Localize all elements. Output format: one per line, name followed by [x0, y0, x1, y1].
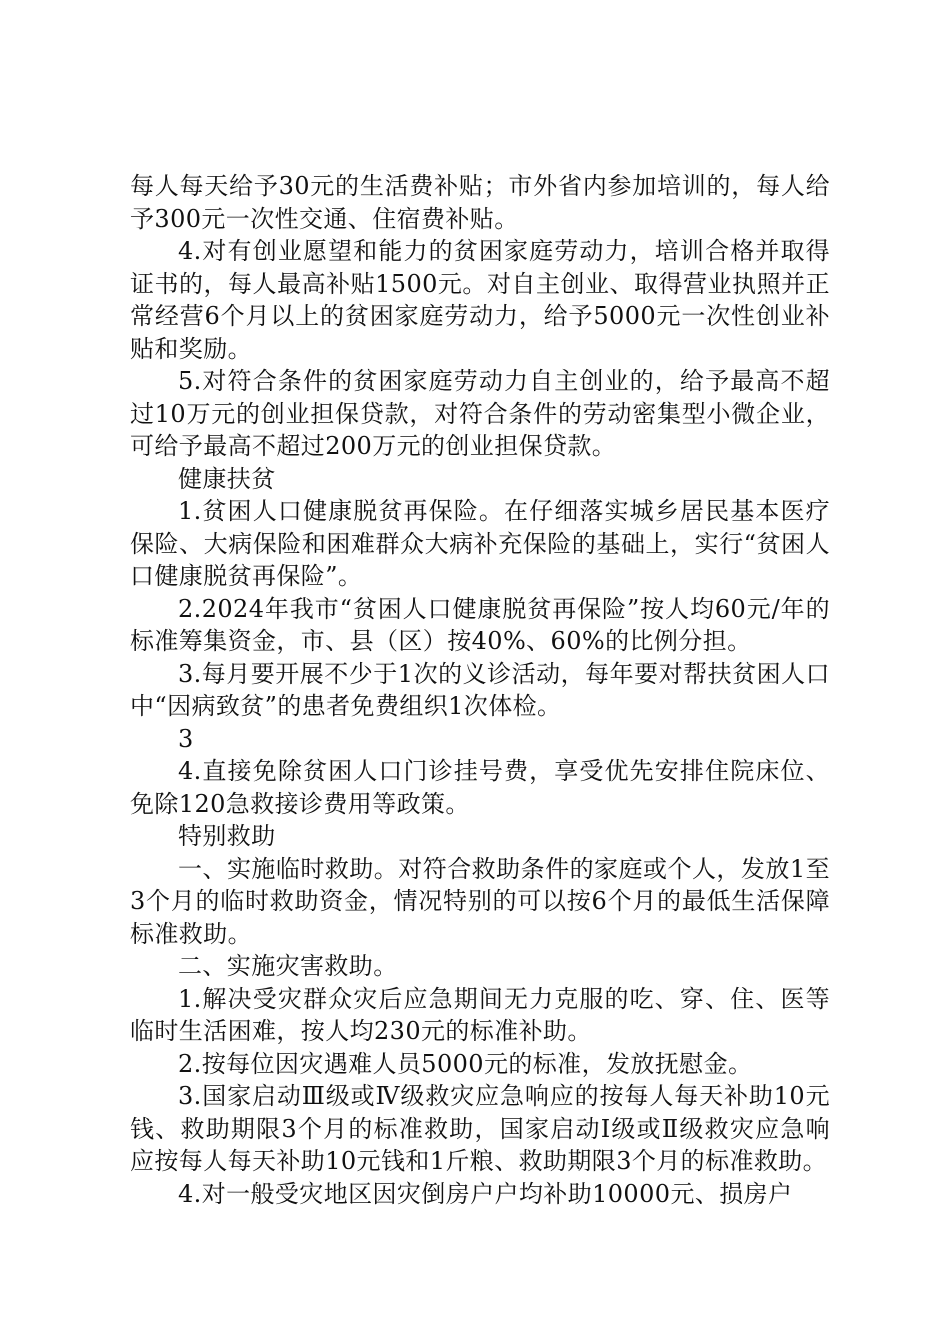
page-number: 3: [178, 724, 194, 753]
paragraph-12: 二、实施灾害救助。: [178, 952, 398, 980]
paragraph-9: 4.直接免除贫困人口门诊挂号费，享受优先安排住院床位、免除120急救接诊费用等政策。: [130, 757, 830, 818]
paragraph-13: 1.解决受灾群众灾后应急期间无力克服的吃、穿、住、医等临时生活困难，按人均230元的标准补助。: [130, 984, 830, 1045]
paragraph-6: 2.2024年我市“贫困人口健康脱贫再保险”按人均60元/年的标准筹集资金，市、县（区）按40%、60%的比例分担。: [130, 594, 830, 655]
paragraph-2: 4.对有创业愿望和能力的贫困家庭劳动力，培训合格并取得证书的，每人最高补贴1500元。对自主创业、取得营业执照并正常经营6个月以上的贫困家庭劳动力，给予5000元一次性创业补贴和奖励。: [130, 237, 830, 363]
paragraph-14: 2.按每位因灾遇难人员5000元的标准，发放抚慰金。: [178, 1049, 753, 1078]
paragraph-3: 5.对符合条件的贫困家庭劳动力自主创业的，给予最高不超过10万元的创业担保贷款，对符合条件的劳动密集型小微企业，可给予最高不超过200万元的创业担保贷款。: [130, 367, 830, 460]
paragraph-15: 3.国家启动Ⅲ级或Ⅳ级救灾应急响应的按每人每天补助10元钱、救助期限3个月的标准救助，国家启动Ⅰ级或Ⅱ级救灾应急响应按每人每天补助10元钱和1斤粮、救助期限3个月的标准救助。: [130, 1082, 830, 1175]
section-heading-health: 健康扶贫: [178, 464, 276, 493]
paragraph-1: 每人每天给予30元的生活费补贴；市外省内参加培训的，每人给予300元一次性交通、住宿费补贴。: [130, 172, 830, 233]
paragraph-16: 4.对一般受灾地区因灾倒房户户均补助10000元、损房户: [178, 1179, 793, 1208]
paragraph-11: 一、实施临时救助。对符合救助条件的家庭或个人，发放1至3个月的临时救助资金，情况特别的可以按6个月的最低生活保障标准救助。: [130, 854, 830, 948]
section-heading-special-aid: 特别救助: [178, 822, 276, 850]
document-body: [130, 170, 830, 1210]
paragraph-7: 3.每月要开展不少于1次的义诊活动，每年要对帮扶贫困人口中“因病致贫”的患者免费组织1次体检。: [130, 659, 830, 720]
paragraph-5: 1.贫困人口健康脱贫再保险。在仔细落实城乡居民基本医疗保险、大病保险和困难群众大病补充保险的基础上，实行“贫困人口健康脱贫再保险”。: [130, 497, 830, 590]
